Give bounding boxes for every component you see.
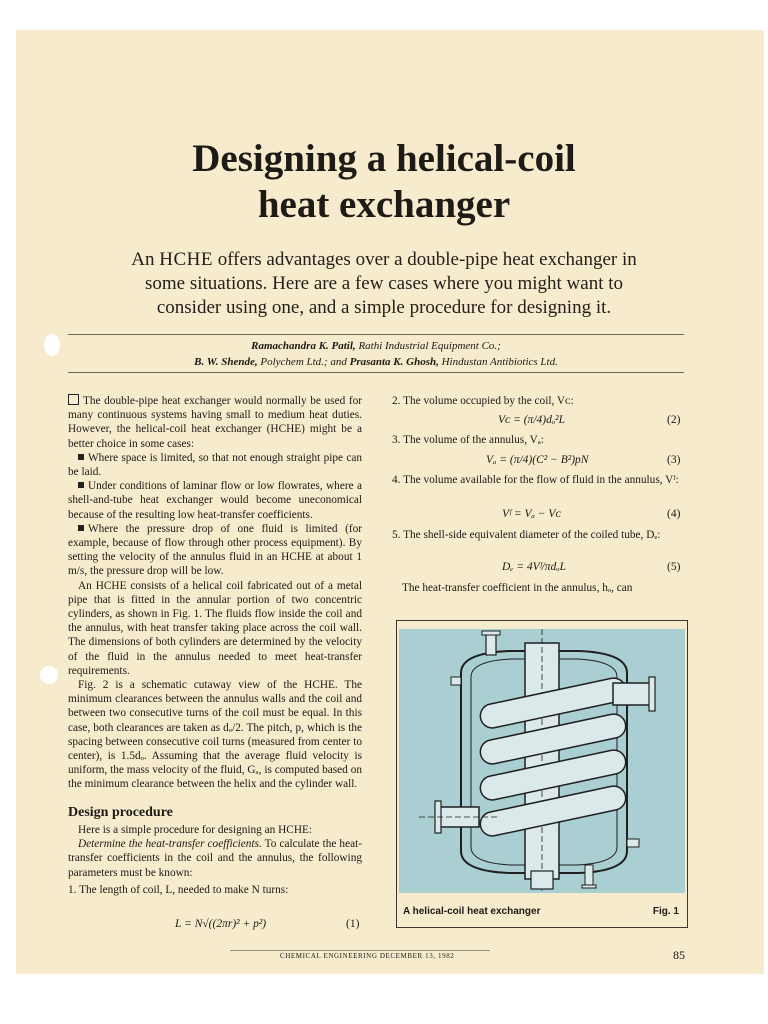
intro-text: The double-pipe heat exchanger would normally be used for many continuous systems having small to medium heat duties. However, the helical-coil heat exchanger (HCHE) might be a better choice in some cases: xyxy=(68,395,362,450)
bottom-drain xyxy=(585,865,593,887)
section-heading: Design procedure xyxy=(68,804,173,820)
equation-5: Dₑ = 4Vᶠ/πdₒL xyxy=(502,561,566,573)
right-side-nozzle xyxy=(627,839,639,847)
author-1: Ramachandra K. Patil, xyxy=(251,340,356,352)
figure-1 xyxy=(396,620,688,928)
byline-rule-top xyxy=(68,334,684,335)
footer-rule xyxy=(230,950,490,951)
paragraph-tail: The heat-transfer coefficient in the annulus, hₒ, can xyxy=(402,582,633,594)
equation-3: Vₐ = (π/4)(C² − B²)pN xyxy=(486,454,589,466)
bullet-2-text: Under conditions of laminar flow or low flowrates, where a shell-and-tube heat exchanger would become uneconomical because of the resulting low heat-transfer coefficients. xyxy=(68,480,362,521)
byline xyxy=(68,338,684,370)
square-bullet-icon xyxy=(78,454,84,460)
bullet-1-text: Where space is limited, so that not enough straight pipe can be laid. xyxy=(68,451,362,479)
bottom-drain-flange xyxy=(582,885,596,888)
affiliation-2: Polychem Ltd.; xyxy=(260,356,328,368)
article-title xyxy=(0,136,768,228)
page-number: 85 xyxy=(673,948,685,962)
figure-label: Fig. 1 xyxy=(652,906,679,917)
heat-exchanger-drawing xyxy=(399,629,685,893)
title-line-1: Designing a helical-coil xyxy=(192,137,576,180)
equation-1: L = N√((2πr)² + p²) xyxy=(175,918,267,930)
affiliation-3: Hindustan Antibiotics Ltd. xyxy=(441,356,558,368)
figure-caption: A helical-coil heat exchanger xyxy=(403,906,541,917)
deck-pre: An xyxy=(131,249,155,270)
item-4: 4. The volume available for the flow of fluid in the annulus, Vᶠ: xyxy=(392,474,679,486)
deck-line1-rest: offers advantages over a double-pipe heat exchanger in xyxy=(217,249,637,270)
equation-4-number: (4) xyxy=(667,508,681,520)
figure-illustration xyxy=(399,629,685,893)
binder-hole-bottom xyxy=(40,666,58,684)
item-3: 3. The volume of the annulus, Vₐ: xyxy=(392,434,545,446)
affiliation-1: Rathi Industrial Equipment Co.; xyxy=(358,340,501,352)
item-2: 2. The volume occupied by the coil, Vᴄ: xyxy=(392,395,574,407)
p5-italic: Determine the heat-transfer coefficients. xyxy=(78,838,262,851)
p5-rest: To calculate the heat-transfer coefficients in the coil and the annulus, the following parameters must be known: xyxy=(68,838,363,879)
paragraph-3: Fig. 2 is a schematic cutaway view of the HCHE. The minimum clearances between the annulus walls and the coil and between two consecutive turns of the coil must be equal. In this case, both clearances are taken as dₒ/2. The pitch, p, which is the spacing between consecutive coil turns (measured from center to center), is 1.5dₒ. Assuming that the average fluid velocity is uniform, the mass velocity of the fluid, Gₐ, is computed based on the minimum clearance between the helix and the cylinder wall. xyxy=(68,679,362,791)
paragraph-4: Here is a simple procedure for designing an HCHE: xyxy=(78,823,313,836)
bullet-2 xyxy=(68,479,362,522)
and-word: and xyxy=(330,356,347,368)
byline-rule-bottom xyxy=(68,372,684,373)
deck-line3: consider using one, and a simple procedure for designing it. xyxy=(156,297,612,318)
equation-2-number: (2) xyxy=(667,414,681,426)
checkbox-icon xyxy=(68,394,79,405)
bullet-1 xyxy=(68,451,362,479)
left-column xyxy=(68,394,362,897)
paragraph-2: An HCHE consists of a helical coil fabricated out of a metal pipe that is fitted in the annular portion of two concentric cylinders, as shown in Fig. 1. The fluids flow inside the coil and the annulus, with heat transfer taking place across the coil wall. The dimensions of both cylinders are determined by the velocity of the fluid in the annulus needed to meet heat-transfer requirements. xyxy=(68,579,362,677)
square-bullet-icon xyxy=(78,482,84,488)
top-nozzle-flange xyxy=(482,631,500,635)
deck-line2: some situations. Here are a few cases where you might want to xyxy=(144,273,623,294)
item-5: 5. The shell-side equivalent diameter of the coiled tube, Dₑ: xyxy=(392,529,661,541)
bullet-3-text: Where the pressure drop of one fluid is limited (for example, because of flow through other process equipment). By setting the velocity of the annulus fluid in an HCHE at about 1 m/s, the pressure drop will be low. xyxy=(68,522,362,578)
equation-2: Vᴄ = (π/4)dₒ²L xyxy=(498,414,565,426)
equation-4: Vᶠ = Vₐ − Vᴄ xyxy=(502,508,561,520)
title-line-2: heat exchanger xyxy=(257,183,511,226)
bullet-3 xyxy=(68,522,362,579)
bottom-outlet xyxy=(531,871,553,889)
coil-outlet-flange xyxy=(649,677,655,711)
binder-hole-top xyxy=(44,334,60,356)
equation-3-number: (3) xyxy=(667,454,681,466)
top-nozzle xyxy=(486,633,496,655)
equation-5-number: (5) xyxy=(667,561,681,573)
journal-footer: CHEMICAL ENGINEERING DECEMBER 13, 1982 xyxy=(280,952,455,960)
left-side-nozzle xyxy=(451,677,461,685)
coil-outlet-pipe xyxy=(613,683,653,705)
deck-abbr: HCHE xyxy=(159,249,213,270)
article-deck xyxy=(70,248,698,320)
author-2: B. W. Shende, xyxy=(194,356,258,368)
author-3: Prasanta K. Ghosh, xyxy=(349,356,439,368)
square-bullet-icon xyxy=(78,525,84,531)
equation-1-number: (1) xyxy=(346,918,360,930)
intro-paragraph xyxy=(68,394,362,451)
paragraph-5 xyxy=(68,837,362,880)
item-1: 1. The length of coil, L, needed to make N turns: xyxy=(68,883,289,896)
